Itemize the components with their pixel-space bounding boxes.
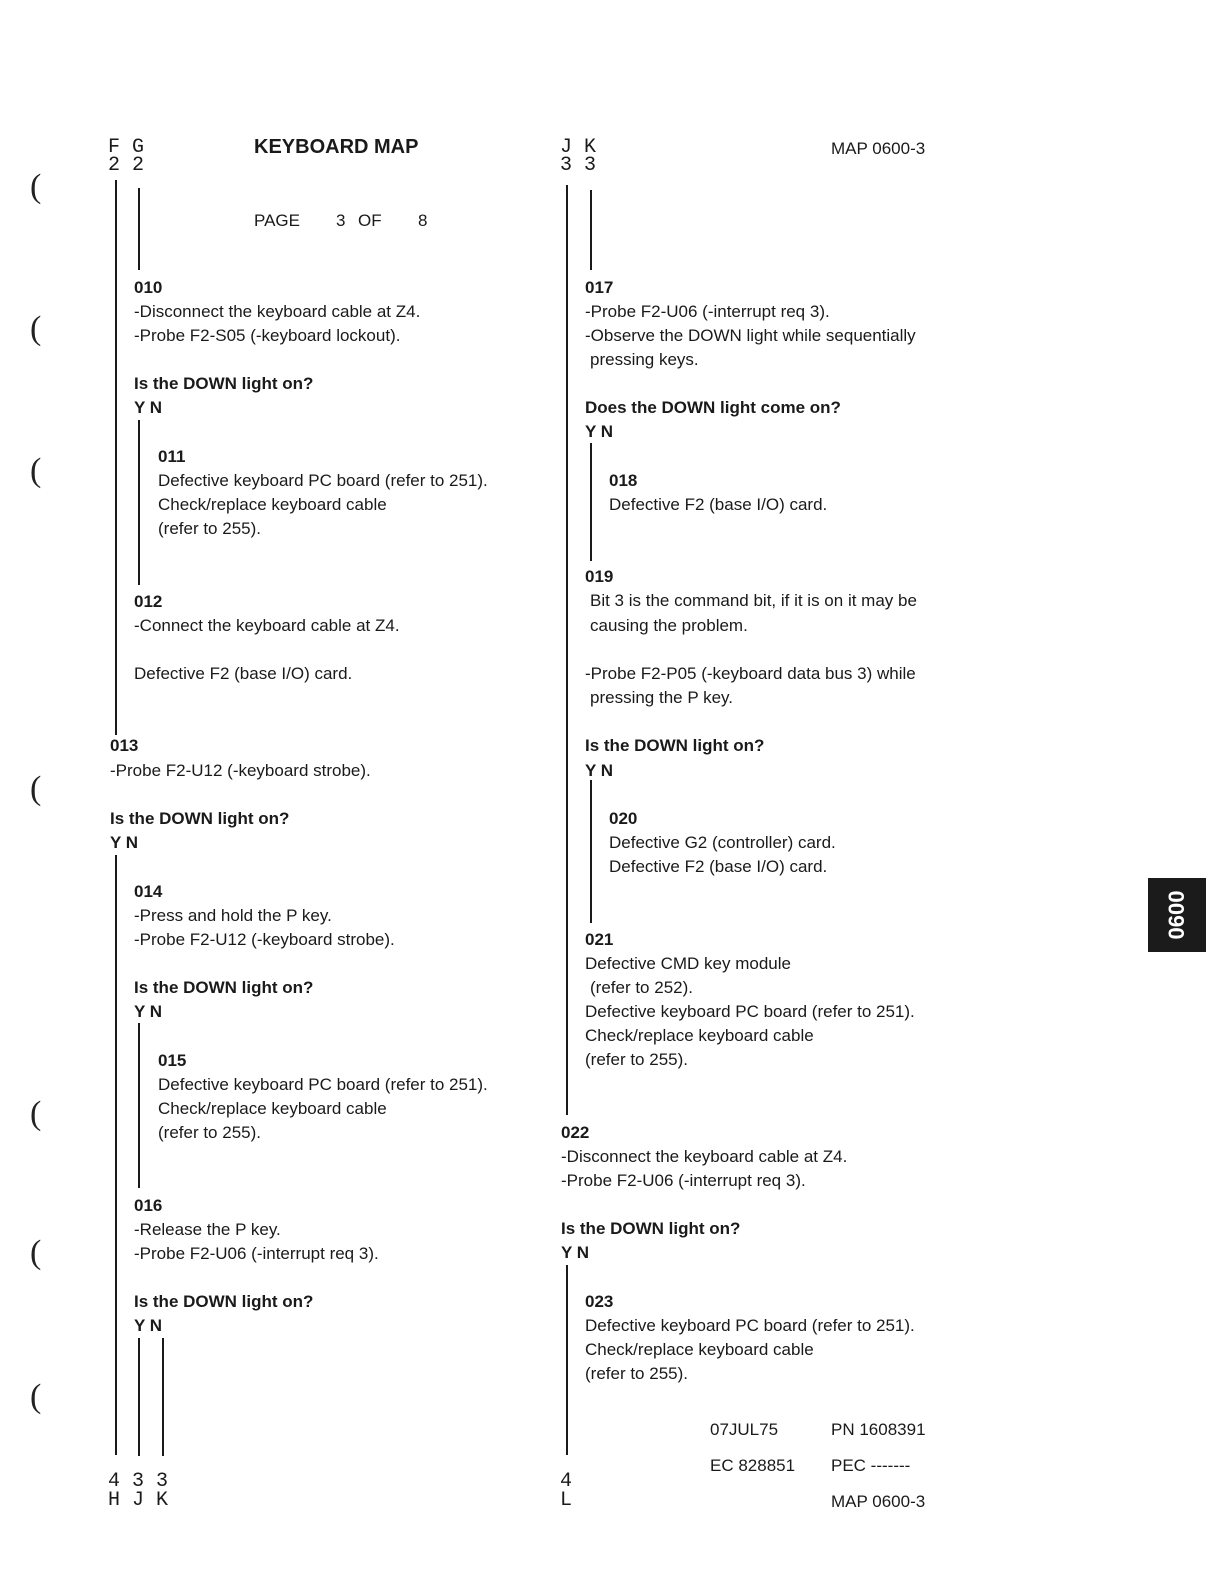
step-number: 020 — [609, 809, 638, 828]
exit-connectors-top: 4 3 3 — [108, 1470, 169, 1493]
binder-mark: ( — [30, 1378, 42, 1415]
exit-connector-right-bottom: L — [560, 1489, 573, 1512]
step-number: 023 — [585, 1292, 614, 1311]
step-text: Defective keyboard PC board (refer to 251). — [585, 1316, 915, 1335]
flow-line-011 — [138, 420, 140, 585]
step-text: -Disconnect the keyboard cable at Z4. — [561, 1147, 848, 1166]
yes-no-label: Y N — [110, 833, 139, 852]
step-text: Defective F2 (base I/O) card. — [609, 495, 828, 514]
page-of: OF — [358, 211, 382, 230]
step-text: -Probe F2-S05 (-keyboard lockout). — [134, 326, 401, 345]
entry-connectors-bottom: 2 2 — [108, 154, 145, 177]
binder-mark: ( — [30, 168, 42, 205]
flow-line-016-n — [162, 1338, 164, 1456]
entry-connectors-right-top: J K — [560, 136, 597, 159]
step-question: Is the DOWN light on? — [134, 374, 314, 393]
flow-line-015 — [138, 1023, 140, 1188]
step-number: 015 — [158, 1051, 187, 1070]
step-question: Is the DOWN light on? — [585, 736, 765, 755]
page-label: PAGE — [254, 211, 300, 230]
step-text: -Disconnect the keyboard cable at Z4. — [134, 302, 421, 321]
step-text: Bit 3 is the command bit, if it is on it may be — [590, 591, 917, 610]
flow-line-018 — [590, 443, 592, 561]
step-text: -Probe F2-U12 (-keyboard strobe). — [134, 930, 395, 949]
step-text: Check/replace keyboard cable — [585, 1026, 814, 1045]
step-text: Defective keyboard PC board (refer to 251). — [158, 471, 488, 490]
entry-connectors-right-bottom: 3 3 — [560, 154, 597, 177]
step-question: Is the DOWN light on? — [134, 1292, 314, 1311]
step-text: Defective F2 (base I/O) card. — [134, 664, 353, 683]
footer-pec: PEC ------- — [831, 1456, 911, 1475]
yes-no-label: Y N — [561, 1243, 590, 1262]
binder-mark: ( — [30, 310, 42, 347]
step-text: Defective G2 (controller) card. — [609, 833, 836, 852]
step-text: -Probe F2-P05 (-keyboard data bus 3) while — [585, 664, 916, 683]
flow-line-j — [566, 185, 568, 1115]
step-number: 011 — [158, 447, 186, 466]
section-tab-label: 0600 — [1164, 890, 1189, 940]
flow-line-013 — [115, 855, 117, 1455]
step-text: pressing the P key. — [590, 688, 734, 707]
step-text: (refer to 255). — [158, 519, 261, 538]
step-text: (refer to 255). — [585, 1050, 688, 1069]
page-number: 3 — [336, 211, 346, 230]
step-number: 021 — [585, 930, 614, 949]
step-text: (refer to 252). — [590, 978, 693, 997]
yes-no-label: Y N — [585, 422, 614, 441]
step-question: Is the DOWN light on? — [110, 809, 290, 828]
step-text: -Probe F2-U06 (-interrupt req 3). — [585, 302, 830, 321]
step-text: -Connect the keyboard cable at Z4. — [134, 616, 400, 635]
flow-line-023 — [566, 1265, 568, 1455]
step-number: 013 — [110, 736, 139, 755]
step-text: Check/replace keyboard cable — [158, 495, 387, 514]
yes-no-label: Y N — [134, 1002, 163, 1021]
step-number: 017 — [585, 278, 614, 297]
flow-line-020 — [590, 780, 592, 923]
section-tab — [1148, 878, 1206, 952]
step-number: 016 — [134, 1196, 163, 1215]
step-number: 018 — [609, 471, 638, 490]
step-text: Defective keyboard PC board (refer to 251). — [158, 1075, 488, 1094]
step-text: -Probe F2-U06 (-interrupt req 3). — [561, 1171, 806, 1190]
binder-mark: ( — [30, 452, 42, 489]
footer-date: 07JUL75 — [710, 1420, 779, 1439]
step-number: 022 — [561, 1123, 590, 1142]
step-text: Defective CMD key module — [585, 954, 791, 973]
step-text: -Press and hold the P key. — [134, 906, 332, 925]
step-text: -Release the P key. — [134, 1220, 281, 1239]
step-text: -Probe F2-U06 (-interrupt req 3). — [134, 1244, 379, 1263]
entry-connectors-top: F G — [108, 136, 145, 159]
map-id: MAP 0600-3 — [831, 139, 926, 158]
step-text: (refer to 255). — [585, 1364, 688, 1383]
yes-no-label: Y N — [134, 1316, 163, 1335]
step-text: Check/replace keyboard cable — [585, 1340, 814, 1359]
exit-connectors-bottom: H J K — [108, 1489, 169, 1512]
yes-no-label: Y N — [585, 761, 614, 780]
binder-mark: ( — [30, 1234, 42, 1271]
yes-no-label: Y N — [134, 398, 163, 417]
flow-line-k — [590, 190, 592, 270]
page-title: KEYBOARD MAP — [254, 136, 419, 158]
binder-mark: ( — [30, 1095, 42, 1132]
step-question: Is the DOWN light on? — [561, 1219, 741, 1238]
flow-line-g — [138, 188, 140, 270]
step-text: Defective F2 (base I/O) card. — [609, 857, 828, 876]
step-number: 010 — [134, 278, 163, 297]
binder-mark: ( — [30, 770, 42, 807]
step-number: 012 — [134, 592, 163, 611]
step-text: -Observe the DOWN light while sequentially — [585, 326, 916, 345]
step-text: pressing keys. — [590, 350, 699, 369]
footer-map-id: MAP 0600-3 — [831, 1492, 926, 1511]
exit-connector-right-top: 4 — [560, 1470, 573, 1493]
footer-part-number: PN 1608391 — [831, 1420, 926, 1439]
step-number: 014 — [134, 882, 163, 901]
step-text: causing the problem. — [590, 616, 748, 635]
footer-ec: EC 828851 — [710, 1456, 796, 1475]
step-number: 019 — [585, 567, 614, 586]
step-text: Check/replace keyboard cable — [158, 1099, 387, 1118]
step-text: -Probe F2-U12 (-keyboard strobe). — [110, 761, 371, 780]
step-text: (refer to 255). — [158, 1123, 261, 1142]
step-question: Is the DOWN light on? — [134, 978, 314, 997]
step-text: Defective keyboard PC board (refer to 251). — [585, 1002, 915, 1021]
step-question: Does the DOWN light come on? — [585, 398, 841, 417]
page-total: 8 — [418, 211, 428, 230]
flow-line-016-y — [138, 1338, 140, 1456]
flow-line-f — [115, 180, 117, 735]
